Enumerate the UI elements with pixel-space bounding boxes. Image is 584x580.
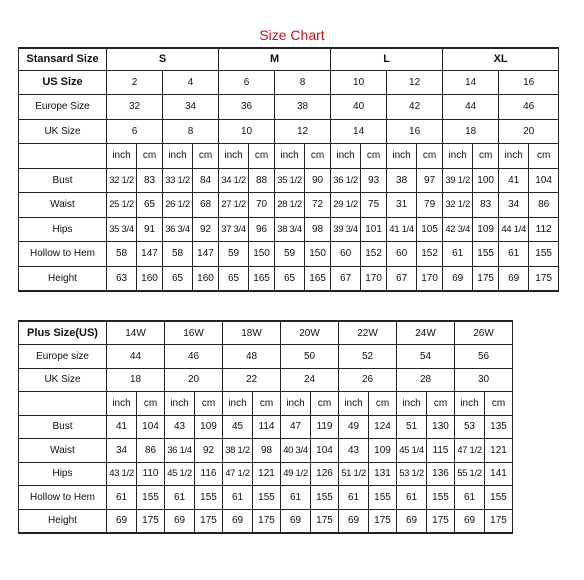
table-row [19, 217, 559, 242]
europe-size-value: 44 [443, 95, 499, 120]
measurement-value: 41 1/4 [387, 217, 417, 242]
europe-size-value: 44 [107, 345, 165, 369]
unit-cm: cm [311, 392, 339, 416]
unit-cm: cm [427, 392, 455, 416]
unit-cm: cm [529, 144, 559, 169]
unit-inch: inch [339, 392, 369, 416]
europe-size-value: 32 [107, 95, 163, 120]
measurement-value: 86 [529, 193, 559, 218]
measurement-value: 155 [195, 486, 223, 510]
unit-inch: inch [397, 392, 427, 416]
uk-size-value: 10 [219, 119, 275, 144]
us-size-value: 2 [107, 70, 163, 95]
table-row [19, 462, 513, 486]
measurement-value: 109 [369, 439, 397, 463]
us-size-value: 4 [163, 70, 219, 95]
table-row [19, 486, 513, 510]
measurement-label: Height [19, 509, 107, 533]
measurement-value: 47 1/2 [455, 439, 485, 463]
measurement-value: 98 [305, 217, 331, 242]
table-row [19, 168, 559, 193]
measurement-value: 61 [443, 242, 473, 267]
measurement-value: 170 [361, 266, 387, 291]
measurement-value: 104 [311, 439, 339, 463]
measurement-value: 27 1/2 [219, 193, 249, 218]
measurement-value: 165 [305, 266, 331, 291]
measurement-value: 126 [311, 462, 339, 486]
europe-size-value: 40 [331, 95, 387, 120]
measurement-value: 116 [195, 462, 223, 486]
measurement-value: 175 [311, 509, 339, 533]
plus-size-header: Plus Size(US) [19, 321, 107, 345]
plus-size-value: 24W [397, 321, 455, 345]
plus-size-value: 22W [339, 321, 397, 345]
measurement-value: 152 [361, 242, 387, 267]
measurement-value: 36 1/2 [331, 168, 361, 193]
europe-size-value: 34 [163, 95, 219, 120]
measurement-value: 38 3/4 [275, 217, 305, 242]
measurement-value: 96 [249, 217, 275, 242]
measurement-value: 41 [499, 168, 529, 193]
europe-size-value: 50 [281, 345, 339, 369]
unit-inch: inch [107, 144, 137, 169]
table-row [19, 415, 513, 439]
unit-inch: inch [281, 392, 311, 416]
measurement-value: 155 [311, 486, 339, 510]
uk-size-value: 28 [397, 368, 455, 392]
measurement-value: 43 1/2 [107, 462, 137, 486]
measurement-value: 61 [165, 486, 195, 510]
size-group-header: M [219, 48, 331, 70]
measurement-value: 61 [281, 486, 311, 510]
europe-size-value: 56 [455, 345, 513, 369]
uk-size-value: 12 [275, 119, 331, 144]
measurement-value: 60 [331, 242, 361, 267]
unit-inch: inch [275, 144, 305, 169]
standard-size-table [18, 47, 559, 292]
measurement-value: 69 [223, 509, 253, 533]
size-group-header: S [107, 48, 219, 70]
measurement-value: 100 [473, 168, 499, 193]
measurement-value: 175 [195, 509, 223, 533]
measurement-value: 90 [305, 168, 331, 193]
unit-cm: cm [195, 392, 223, 416]
measurement-value: 67 [331, 266, 361, 291]
measurement-value: 42 3/4 [443, 217, 473, 242]
plus-size-table [18, 320, 513, 534]
standard-size-header: Stansard Size [19, 48, 107, 70]
measurement-value: 53 [455, 415, 485, 439]
measurement-value: 61 [455, 486, 485, 510]
measurement-value: 72 [305, 193, 331, 218]
measurement-value: 88 [249, 168, 275, 193]
plus-size-value: 18W [223, 321, 281, 345]
measurement-value: 47 1/2 [223, 462, 253, 486]
europe-size-label: Europe Size [19, 95, 107, 120]
table-row [19, 392, 513, 416]
measurement-value: 83 [137, 168, 163, 193]
uk-size-value: 18 [443, 119, 499, 144]
uk-size-value: 18 [107, 368, 165, 392]
measurement-value: 58 [107, 242, 137, 267]
unit-cm: cm [249, 144, 275, 169]
table-row [19, 439, 513, 463]
measurement-value: 34 [107, 439, 137, 463]
measurement-value: 75 [361, 193, 387, 218]
us-size-value: 16 [499, 70, 559, 95]
measurement-value: 36 3/4 [163, 217, 193, 242]
measurement-value: 175 [137, 509, 165, 533]
measurement-value: 26 1/2 [163, 193, 193, 218]
table-row [19, 368, 513, 392]
uk-size-value: 26 [339, 368, 397, 392]
unit-cm: cm [137, 392, 165, 416]
measurement-value: 31 [387, 193, 417, 218]
unit-inch: inch [499, 144, 529, 169]
measurement-value: 91 [137, 217, 163, 242]
measurement-value: 79 [417, 193, 443, 218]
measurement-value: 47 [281, 415, 311, 439]
measurement-value: 109 [473, 217, 499, 242]
measurement-value: 34 [499, 193, 529, 218]
uk-size-value: 30 [455, 368, 513, 392]
measurement-value: 65 [137, 193, 163, 218]
measurement-label: Bust [19, 415, 107, 439]
unit-row-spacer [19, 144, 107, 169]
measurement-value: 121 [485, 439, 513, 463]
unit-cm: cm [253, 392, 281, 416]
measurement-value: 175 [253, 509, 281, 533]
measurement-value: 175 [473, 266, 499, 291]
measurement-label: Hollow to Hem [19, 486, 107, 510]
plus-size-value: 26W [455, 321, 513, 345]
measurement-value: 155 [529, 242, 559, 267]
size-group-header: XL [443, 48, 559, 70]
measurement-value: 32 1/2 [443, 193, 473, 218]
measurement-value: 68 [193, 193, 219, 218]
measurement-value: 109 [195, 415, 223, 439]
measurement-value: 112 [529, 217, 559, 242]
measurement-label: Hollow to Hem [19, 242, 107, 267]
us-size-value: 8 [275, 70, 331, 95]
europe-size-value: 42 [387, 95, 443, 120]
us-size-label: US Size [19, 70, 107, 95]
unit-inch: inch [331, 144, 361, 169]
measurement-value: 61 [223, 486, 253, 510]
measurement-value: 59 [219, 242, 249, 267]
measurement-value: 155 [427, 486, 455, 510]
measurement-value: 65 [163, 266, 193, 291]
table-row [19, 242, 559, 267]
measurement-value: 67 [387, 266, 417, 291]
measurement-value: 58 [163, 242, 193, 267]
table-row [19, 266, 559, 291]
measurement-value: 39 3/4 [331, 217, 361, 242]
us-size-value: 12 [387, 70, 443, 95]
table-row [19, 193, 559, 218]
measurement-value: 69 [499, 266, 529, 291]
measurement-value: 92 [193, 217, 219, 242]
unit-cm: cm [361, 144, 387, 169]
measurement-value: 59 [275, 242, 305, 267]
uk-size-label: UK Size [19, 119, 107, 144]
measurement-value: 45 [223, 415, 253, 439]
europe-size-value: 48 [223, 345, 281, 369]
europe-size-value: 54 [397, 345, 455, 369]
measurement-value: 152 [417, 242, 443, 267]
unit-inch: inch [223, 392, 253, 416]
uk-size-value: 8 [163, 119, 219, 144]
us-size-value: 10 [331, 70, 387, 95]
uk-size-value: 6 [107, 119, 163, 144]
europe-size-value: 36 [219, 95, 275, 120]
uk-size-value: 16 [387, 119, 443, 144]
measurement-value: 155 [137, 486, 165, 510]
unit-inch: inch [107, 392, 137, 416]
table-row [19, 95, 559, 120]
measurement-value: 43 [165, 415, 195, 439]
measurement-value: 170 [417, 266, 443, 291]
uk-size-value: 22 [223, 368, 281, 392]
page-title: Size Chart [259, 27, 325, 43]
uk-size-value: 20 [165, 368, 223, 392]
unit-cm: cm [417, 144, 443, 169]
table-row [19, 509, 513, 533]
measurement-value: 135 [485, 415, 513, 439]
measurement-value: 124 [369, 415, 397, 439]
measurement-value: 136 [427, 462, 455, 486]
unit-cm: cm [485, 392, 513, 416]
unit-inch: inch [455, 392, 485, 416]
measurement-value: 69 [443, 266, 473, 291]
measurement-value: 104 [137, 415, 165, 439]
table-row [19, 70, 559, 95]
uk-size-value: 24 [281, 368, 339, 392]
measurement-value: 70 [249, 193, 275, 218]
unit-cm: cm [193, 144, 219, 169]
measurement-value: 69 [455, 509, 485, 533]
measurement-value: 60 [387, 242, 417, 267]
measurement-value: 131 [369, 462, 397, 486]
measurement-value: 35 1/2 [275, 168, 305, 193]
measurement-value: 175 [529, 266, 559, 291]
measurement-value: 155 [253, 486, 281, 510]
measurement-value: 63 [107, 266, 137, 291]
measurement-value: 25 1/2 [107, 193, 137, 218]
measurement-value: 110 [137, 462, 165, 486]
measurement-value: 39 1/2 [443, 168, 473, 193]
table-row [19, 144, 559, 169]
measurement-value: 51 [397, 415, 427, 439]
unit-inch: inch [443, 144, 473, 169]
measurement-value: 147 [137, 242, 163, 267]
europe-size-label: Europe size [19, 345, 107, 369]
measurement-value: 69 [397, 509, 427, 533]
measurement-value: 155 [473, 242, 499, 267]
size-group-header: L [331, 48, 443, 70]
measurement-value: 86 [137, 439, 165, 463]
measurement-value: 130 [427, 415, 455, 439]
measurement-value: 44 1/4 [499, 217, 529, 242]
measurement-value: 155 [485, 486, 513, 510]
measurement-value: 69 [339, 509, 369, 533]
measurement-value: 32 1/2 [107, 168, 137, 193]
unit-cm: cm [369, 392, 397, 416]
measurement-value: 29 1/2 [331, 193, 361, 218]
measurement-value: 155 [369, 486, 397, 510]
measurement-value: 104 [529, 168, 559, 193]
measurement-value: 53 1/2 [397, 462, 427, 486]
unit-row-spacer [19, 392, 107, 416]
uk-size-label: UK Size [19, 368, 107, 392]
measurement-value: 49 1/2 [281, 462, 311, 486]
measurement-value: 61 [339, 486, 369, 510]
measurement-value: 45 1/2 [165, 462, 195, 486]
unit-inch: inch [219, 144, 249, 169]
measurement-value: 45 1/4 [397, 439, 427, 463]
europe-size-value: 46 [499, 95, 559, 120]
measurement-label: Hips [19, 462, 107, 486]
table-row [19, 48, 559, 70]
measurement-value: 115 [427, 439, 455, 463]
measurement-value: 84 [193, 168, 219, 193]
measurement-value: 141 [485, 462, 513, 486]
measurement-value: 150 [305, 242, 331, 267]
measurement-value: 43 [339, 439, 369, 463]
measurement-value: 41 [107, 415, 137, 439]
europe-size-value: 52 [339, 345, 397, 369]
measurement-value: 40 3/4 [281, 439, 311, 463]
measurement-value: 93 [361, 168, 387, 193]
measurement-value: 165 [249, 266, 275, 291]
measurement-value: 147 [193, 242, 219, 267]
measurement-value: 175 [485, 509, 513, 533]
measurement-value: 69 [281, 509, 311, 533]
measurement-value: 36 1/4 [165, 439, 195, 463]
measurement-value: 61 [397, 486, 427, 510]
measurement-value: 37 3/4 [219, 217, 249, 242]
measurement-value: 61 [499, 242, 529, 267]
measurement-value: 65 [275, 266, 305, 291]
measurement-label: Waist [19, 193, 107, 218]
unit-inch: inch [165, 392, 195, 416]
plus-size-value: 20W [281, 321, 339, 345]
measurement-value: 33 1/2 [163, 168, 193, 193]
uk-size-value: 20 [499, 119, 559, 144]
measurement-label: Hips [19, 217, 107, 242]
unit-inch: inch [163, 144, 193, 169]
unit-cm: cm [305, 144, 331, 169]
measurement-value: 92 [195, 439, 223, 463]
europe-size-value: 46 [165, 345, 223, 369]
europe-size-value: 38 [275, 95, 331, 120]
measurement-value: 105 [417, 217, 443, 242]
measurement-value: 69 [107, 509, 137, 533]
measurement-value: 119 [311, 415, 339, 439]
table-row [19, 119, 559, 144]
measurement-value: 49 [339, 415, 369, 439]
measurement-value: 175 [427, 509, 455, 533]
measurement-label: Waist [19, 439, 107, 463]
measurement-value: 121 [253, 462, 281, 486]
measurement-value: 28 1/2 [275, 193, 305, 218]
measurement-value: 114 [253, 415, 281, 439]
measurement-value: 175 [369, 509, 397, 533]
plus-size-value: 16W [165, 321, 223, 345]
unit-cm: cm [473, 144, 499, 169]
measurement-value: 160 [137, 266, 163, 291]
table-row [19, 345, 513, 369]
unit-cm: cm [137, 144, 163, 169]
unit-inch: inch [387, 144, 417, 169]
measurement-value: 65 [219, 266, 249, 291]
measurement-value: 83 [473, 193, 499, 218]
measurement-value: 150 [249, 242, 275, 267]
table-row [19, 321, 513, 345]
measurement-label: Height [19, 266, 107, 291]
measurement-value: 55 1/2 [455, 462, 485, 486]
measurement-value: 69 [165, 509, 195, 533]
measurement-value: 97 [417, 168, 443, 193]
measurement-value: 38 1/2 [223, 439, 253, 463]
plus-size-value: 14W [107, 321, 165, 345]
measurement-value: 35 3/4 [107, 217, 137, 242]
us-size-value: 6 [219, 70, 275, 95]
measurement-value: 51 1/2 [339, 462, 369, 486]
measurement-value: 38 [387, 168, 417, 193]
uk-size-value: 14 [331, 119, 387, 144]
measurement-value: 98 [253, 439, 281, 463]
measurement-value: 101 [361, 217, 387, 242]
measurement-value: 160 [193, 266, 219, 291]
measurement-value: 61 [107, 486, 137, 510]
measurement-value: 34 1/2 [219, 168, 249, 193]
measurement-label: Bust [19, 168, 107, 193]
us-size-value: 14 [443, 70, 499, 95]
